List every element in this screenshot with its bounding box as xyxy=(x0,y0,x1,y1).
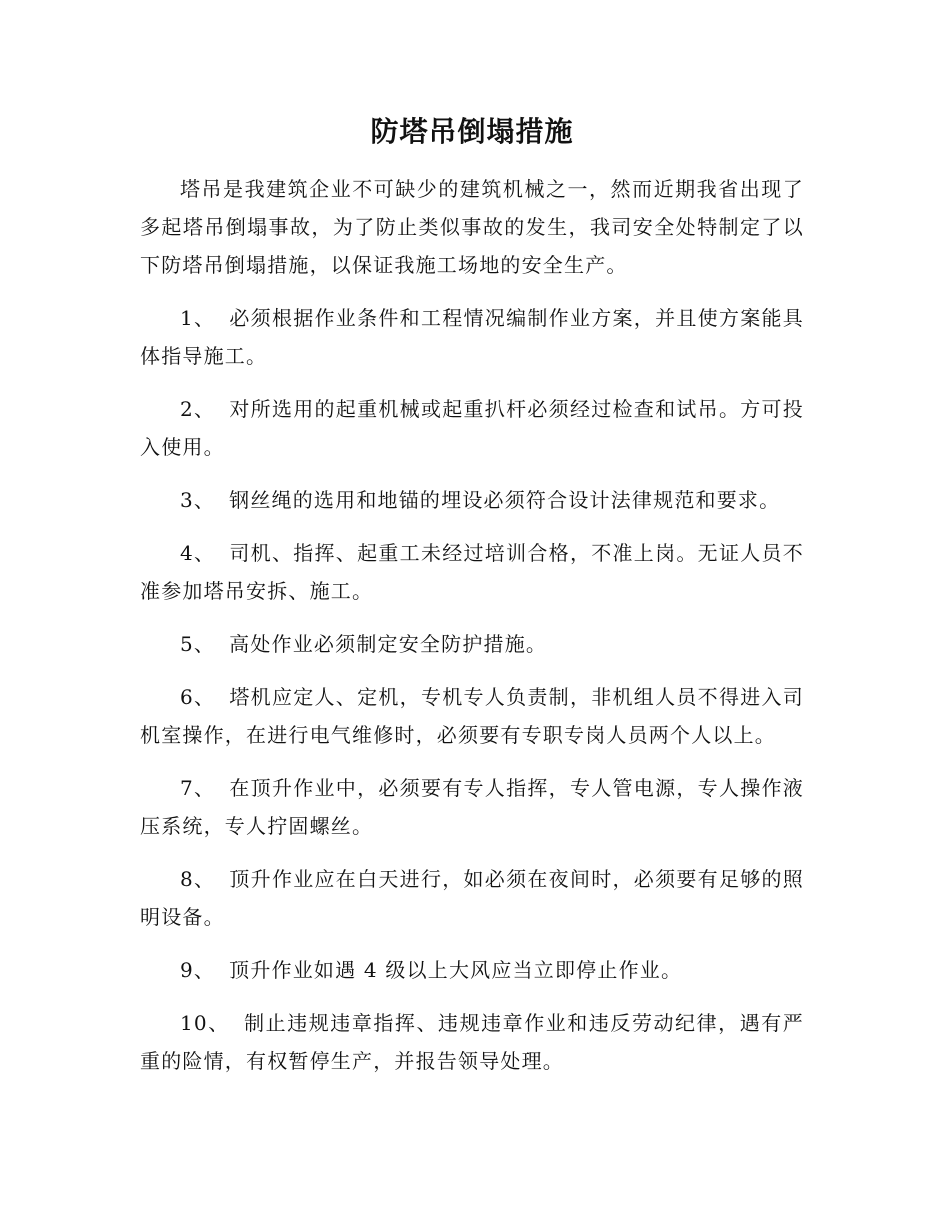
document-title: 防塔吊倒塌措施 xyxy=(370,115,574,148)
item-text: 塔机应定人、定机，专机专人负责制，非机组人员不得进入司机室操作，在进行电气维修时，必须要有专职专岗人员两个人以上。 xyxy=(140,685,804,747)
item-number: 4、 xyxy=(180,541,216,565)
item-number: 10、 xyxy=(180,1011,230,1035)
intro-paragraph: 塔吊是我建筑企业不可缺少的建筑机械之一，然而近期我省出现了多起塔吊倒塌事故，为了防止类似事故的发生，我司安全处特制定了以下防塔吊倒塌措施，以保证我施工场地的安全生产。 xyxy=(140,177,804,277)
list-item xyxy=(140,481,804,519)
list-item xyxy=(140,678,804,754)
item-number: 7、 xyxy=(180,776,216,800)
item-number: 9、 xyxy=(180,958,216,982)
item-text: 钢丝绳的选用和地锚的埋设必须符合设计法律规范和要求。 xyxy=(229,488,781,512)
item-text: 必须根据作业条件和工程情况编制作业方案，并且使方案能具体指导施工。 xyxy=(140,306,804,368)
item-number: 3、 xyxy=(180,488,216,512)
item-text: 顶升作业如遇 4 级以上大风应当立即停止作业。 xyxy=(229,958,683,982)
list-item xyxy=(140,390,804,466)
item-number: 5、 xyxy=(180,632,216,656)
item-text: 高处作业必须制定安全防护措施。 xyxy=(229,632,548,656)
list-item xyxy=(140,860,804,936)
list-item xyxy=(140,769,804,845)
item-text: 制止违规违章指挥、违规违章作业和违反劳动纪律，遇有严重的险情，有权暂停生产，并报告领导处理。 xyxy=(140,1011,804,1073)
item-number: 6、 xyxy=(180,685,216,709)
document-page xyxy=(140,112,804,1080)
item-text: 司机、指挥、起重工未经过培训合格，不准上岗。无证人员不准参加塔吊安拆、施工。 xyxy=(140,541,804,603)
list-item xyxy=(140,534,804,610)
item-text: 顶升作业应在白天进行，如必须在夜间时，必须要有足够的照明设备。 xyxy=(140,867,804,929)
item-text: 在顶升作业中，必须要有专人指挥，专人管电源，专人操作液压系统，专人拧固螺丝。 xyxy=(140,776,804,838)
item-number: 8、 xyxy=(180,867,216,891)
list-item xyxy=(140,951,804,989)
list-item xyxy=(140,625,804,663)
list-item xyxy=(140,1004,804,1080)
item-text: 对所选用的起重机械或起重扒杆必须经过检查和试吊。方可投入使用。 xyxy=(140,397,804,459)
list-item xyxy=(140,299,804,375)
item-number: 1、 xyxy=(180,306,216,330)
item-number: 2、 xyxy=(180,397,216,421)
